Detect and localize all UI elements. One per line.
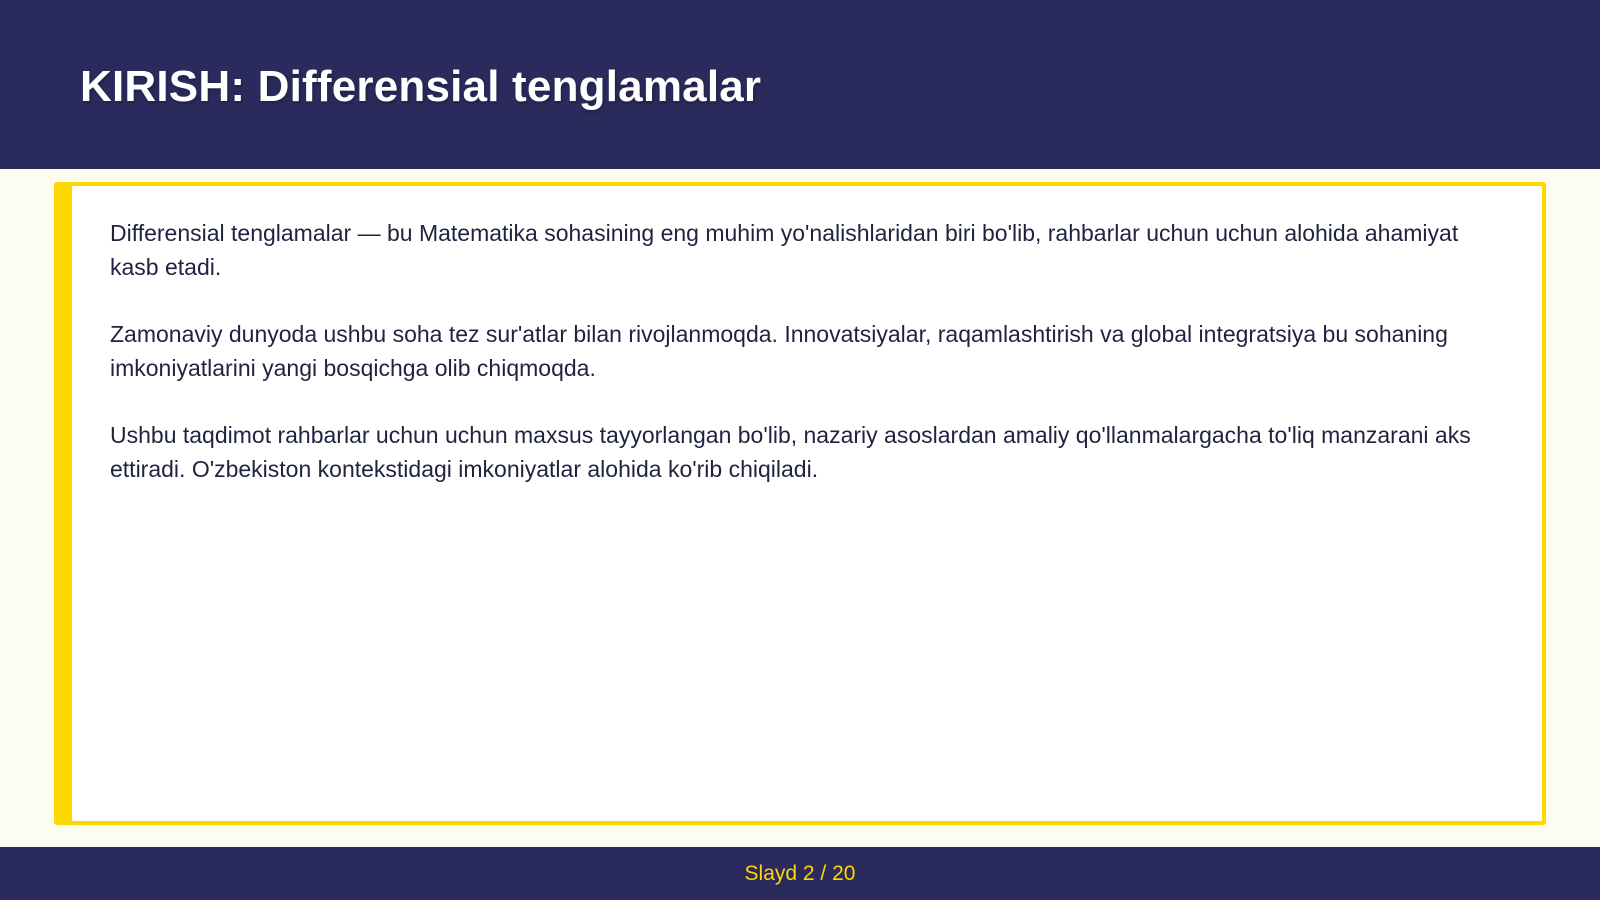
content-body — [110, 216, 1510, 519]
paragraph-intro: Differensial tenglamalar — bu Matematika sohasining eng muhim yo'nalishlaridan biri bo'lib, rahbarlar uchun uchun alohida ahamiyat kasb etadi. — [110, 220, 1459, 280]
content-panel — [54, 182, 1546, 825]
slide-title: KIRISH: Differensial tenglamalar — [80, 62, 762, 111]
paragraph-modern-world: Zamonaviy dunyoda ushbu soha tez sur'atlar bilan rivojlanmoqda. Innovatsiyalar, raqamlashtirish va global integratsiya bu sohaning imkoniyatlarini yangi bosqichga olib chiqmoqda. — [110, 321, 1448, 381]
slide-footer — [0, 847, 1600, 900]
slide-header — [0, 0, 1600, 169]
paragraph-presentation-purpose: Ushbu taqdimot rahbarlar uchun uchun maxsus tayyorlangan bo'lib, nazariy asoslardan amaliy qo'llanmalargacha to'liq manzarani aks ettiradi. O'zbekiston kontekstidagi imkoniyatlar alohida ko'rib chiqiladi. — [110, 422, 1471, 482]
slide-counter: Slayd 2 / 20 — [744, 862, 856, 885]
